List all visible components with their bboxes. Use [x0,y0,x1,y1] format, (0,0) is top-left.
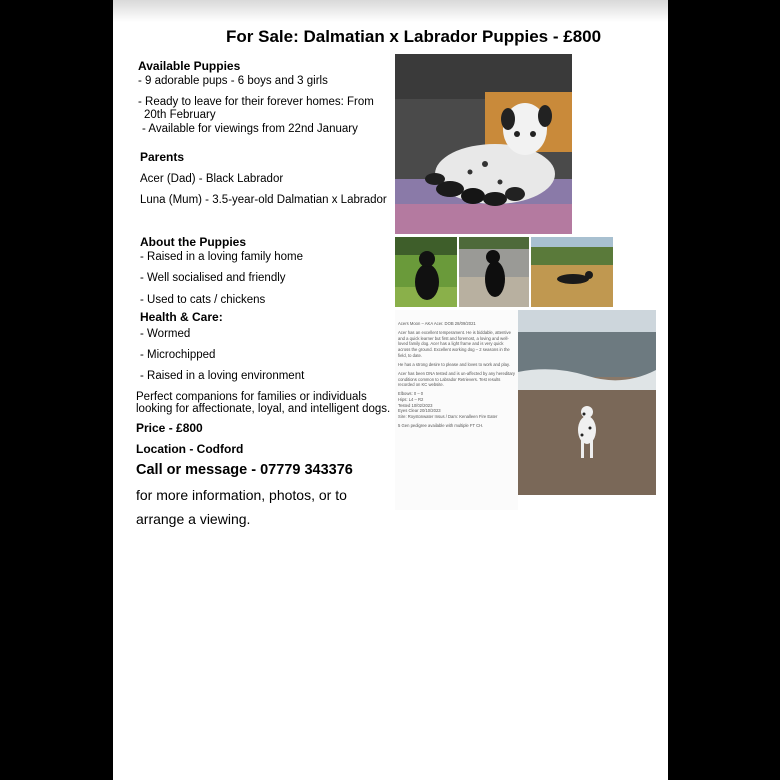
available-line: 20th February [144,109,216,121]
available-heading: Available Puppies [138,59,241,73]
flyer-page [113,0,668,780]
pedigree-heading: Acers Moon – AKA Acer. DOB 28/09/2021 [398,321,476,326]
contact-line: arrange a viewing. [136,511,251,527]
pedigree-health: Tested 10/02/2023 [398,402,433,408]
photo-dalmatian-on-beach [518,310,656,495]
price: Price - £800 [136,421,203,435]
health-item: - Microchipped [140,349,216,361]
about-item: - Raised in a loving family home [140,251,303,263]
parent-mum: Luna (Mum) - 3.5-year-old Dalmatian x Labrador [140,194,387,206]
available-line: - Ready to leave for their forever homes: From [138,96,374,108]
available-line: - 9 adorable pups - 6 boys and 3 girls [138,75,328,87]
parent-dad: Acer (Dad) - Black Labrador [140,173,284,185]
about-item: - Used to cats / chickens [140,294,266,306]
pedigree-paragraph: He has a strong desire to please and loves to work and play. [398,361,510,367]
health-item: - Wormed [140,328,191,340]
pedigree-card [395,310,518,510]
pedigree-footer: 5 Gen pedigree available with multiple FT CH. [398,422,484,428]
pedigree-paragraph: Acer has been DNA tested and is un-affected by any hereditary conditions common to Labrador Retrievers. Test results recorded on KC website. [398,370,516,388]
health-heading: Health & Care: [140,310,223,324]
parents-heading: Parents [140,150,185,164]
location: Location - Codford [136,442,244,456]
pedigree-health: Eyes Clear 20/10/2023 [398,408,441,414]
about-item: - Well socialised and friendly [140,272,286,284]
page-title: For Sale: Dalmatian x Labrador Puppies - £800 [226,27,602,46]
photo-mum-with-puppies [395,54,572,234]
photo-black-lab-beach [459,237,529,307]
top-shadow [113,0,668,22]
companions-text: Perfect companions for families or individuals [136,391,367,403]
companions-text: looking for affectionate, loyal, and intelligent dogs. [136,403,391,415]
photo-black-lab-sitting [395,237,457,307]
pedigree-health: Sire: Roystonwater Insus / Dam: Kenalleen Fire Eater [398,413,498,419]
pedigree-health: Hips: L4 – R2 [398,396,424,402]
pedigree-health: Elbows: 0 – 0 [398,391,424,397]
about-heading: About the Puppies [140,235,246,249]
available-line: - Available for viewings from 22nd January [142,123,358,135]
photo-dog-running-field [531,237,613,307]
pedigree-paragraph: Acer has an excellent temperament. He is biddable, attentive and a quick learner but first and foremost, a loving and well-loved family dog. Acer has a light frame and is very quick across the ground. Excellent working dog – 2 seasons in the field, to date. [398,330,511,358]
contact-call: Call or message - 07779 343376 [136,462,353,478]
health-item: - Raised in a loving environment [140,370,305,382]
contact-line: for more information, photos, or to [136,487,347,503]
